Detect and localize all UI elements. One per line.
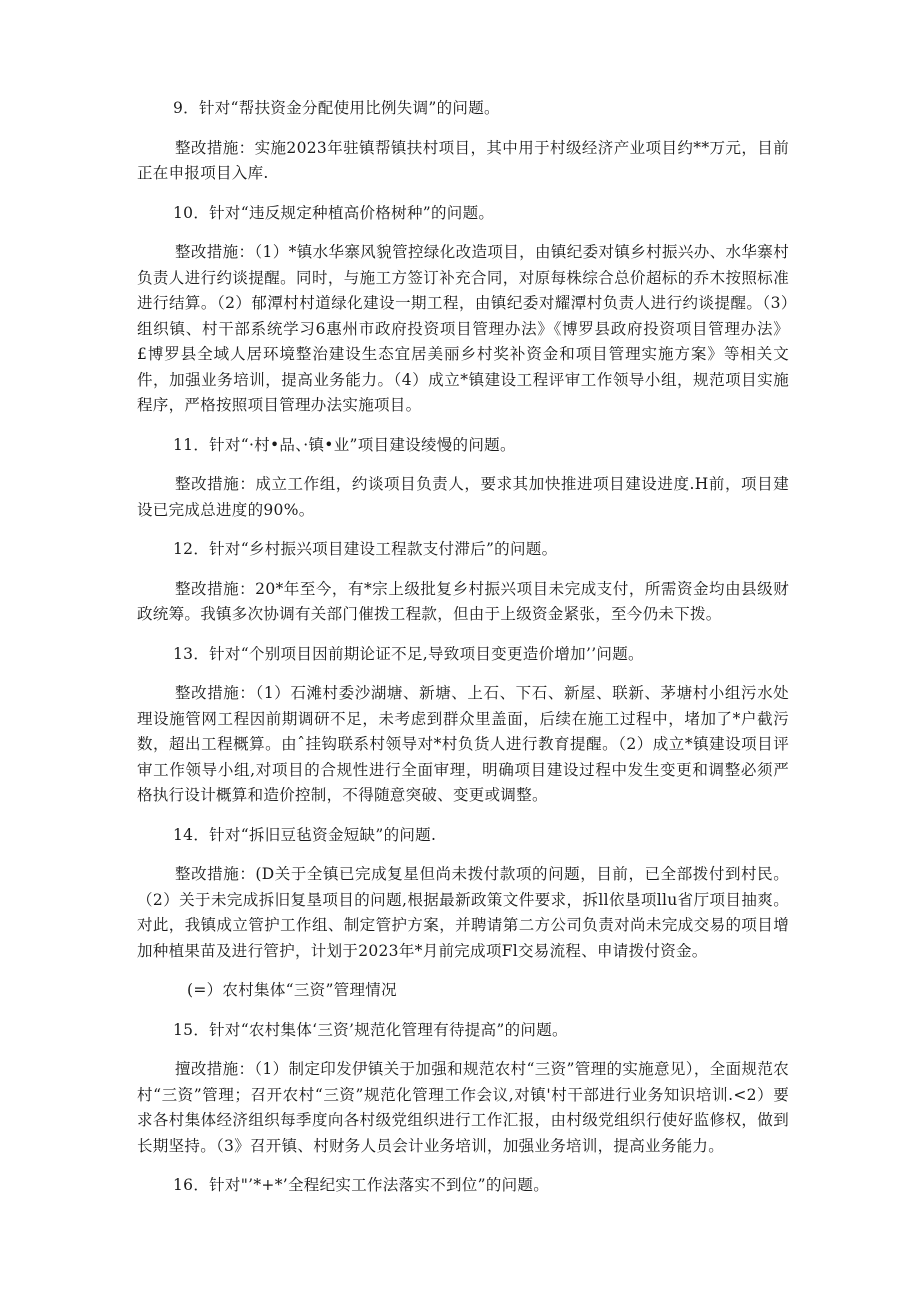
document-page (137, 96, 789, 1213)
item-14-measures: 整改措施：(D关于全镇已完成复星但尚未拨付款项的问题，目前，已全部拨付到村民。（2）关于未完成拆旧复垦项目的问题,根据最新政策文件要求，拆ll依垦项llu省厅项目抽爽。对此，我镇成立管护工作组、制定管护方案，并聘请第二方公司负责对尚未完成交易的项目增加种植果苗及进行管护，计划于2023年*月前完成项Fl交易流程、申请拨付资金。 (137, 865, 789, 960)
item-10-heading: 10．针对“违反规定种植高价格树种”的问题。 (173, 203, 495, 222)
item-9-heading: 9．针对“帮扶资金分配使用比例失调”的问题。 (173, 99, 500, 117)
item-12-heading: 12．针对“乡村振兴项目建设工程款支付滞后”的问题。 (173, 540, 558, 558)
item-16-heading: 16．针对"’*+*’全程纪实工作法落实不到位”的问题。 (173, 1176, 550, 1194)
section-heading-three-assets: (=）农村集体“三资”管理情况 (187, 981, 397, 999)
item-15-heading: 15．针对“农村集体‘三资’规范化管理有待提高”的问题。 (173, 1020, 568, 1039)
item-14-heading: 14．针对“拆旧豆毡资金短缺”的问题. (173, 825, 437, 844)
item-10-measures: 整改措施：（1）*镇水华寨风貌管控绿化改造项目，由镇纪委对镇乡村振兴办、水华寨村负责人进行约谈提醒。同时，与施工方签订补充合同，对原每株综合总价超标的乔木按照标准进行结算。（2）郁潭村村道绿化建设一期工程，由镇纪委对耀潭村负责人进行约谈提醒。（3）组织镇、村干部系统学习6惠州市政府投资项目管理办法》《博罗县政府投资项目管理办法》£博罗县全域人居环境整治建设生态宜居美丽乡村奖补资金和项目管理实施方案》等相关文件，加强业务培训，提高业务能力。（4）成立*镇建设工程评审工作领导小组，规范项目实施程序，严格按照项目管理办法实施项目。 (137, 243, 789, 414)
item-11-heading: 11．针对“·村•品、·镇•业”项目建设绫慢的问题。 (173, 435, 516, 454)
item-13-heading: 13．针对“个别项目因前期论证不足,导致项目变更造价增加’’问题。 (173, 644, 644, 663)
item-15-measures: 擅改措施：（1）制定印发伊镇关于加强和规范农村“三资”管理的实施意见），全面规范农村“三资”管理；召开农村“三资”规范化管理工作会议,对镇'村干部进行业务知识培训.<2）要求各村集体经济组织每季度向各村级党组织进行工作汇报，由村级党组织行使好监修权，做到长期坚持。（3》召开镇、村财务人员会计业务培训，加强业务培训，提高业务能力。 (137, 1060, 789, 1155)
item-11-measures: 整改措施：成立工作组，约谈项目负责人，要求其加快推进项目建设进度.H前，项目建设已完成总进度的90%。 (137, 475, 789, 519)
item-13-measures: 整改措施：（1）石滩村委沙湖塘、新塘、上石、下石、新屋、联新、茅塘村小组污水处理设施管网工程因前期调研不足，未考虑到群众里盖面，后续在施工过程中，堵加了*户截污数，超出工程概算。由ˆ挂钩联系村领导对*村负货人进行教育提醒。（2）成立*镇建设项目评审工作领导小组,对项目的合规性进行全面审理，明确项目建设过程中发生变更和调整必须严格执行设计概算和造价控制，不得随意突破、变更或调整。 (137, 684, 789, 804)
item-12-measures: 整改措施：20*年至今，有*宗上级批复乡村振兴项目未完成支付，所需资金均由县级财政统筹。我镇多次协调有关部门催拨工程款，但由于上级资金紧张，至今仍未下拨。 (137, 579, 789, 623)
item-9-measures: 整改措施：实施2023年驻镇帮镇扶村项目，其中用于村级经济产业项目约**万元，目前正在申报项目入库. (137, 138, 789, 182)
